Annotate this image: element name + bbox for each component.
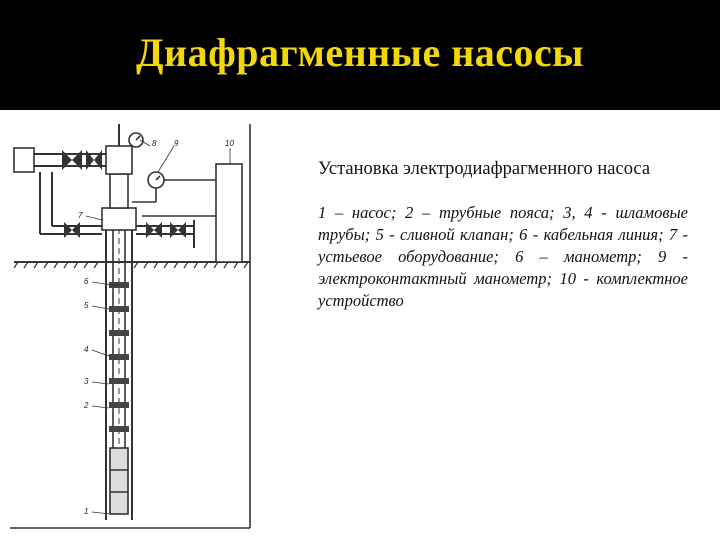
description-text: [318, 156, 688, 312]
figure-legend: 1 – насос; 2 – трубные пояса; 3, 4 - шламовые трубы; 5 - сливной клапан; 6 - кабельная линия; 7 - устьевое оборудование; 6 – манометр; 9 - электроконтактный манометр; 10 - комплектное устройство: [318, 203, 688, 310]
callout-3: 3: [84, 377, 89, 386]
callout-9: 9: [174, 139, 179, 148]
christmas-tree: [106, 146, 132, 174]
drawing-svg: [6, 110, 276, 540]
callout-4: 4: [84, 345, 89, 354]
callout-10: 10: [225, 139, 234, 148]
title-bar: [0, 0, 720, 110]
callout-5: 5: [84, 301, 89, 310]
callout-6: 6: [84, 277, 89, 286]
leader-lines: [86, 140, 230, 514]
pump-installation-drawing: [6, 110, 276, 540]
wellhead-stack: [110, 174, 128, 208]
wellhead-body: [102, 208, 136, 230]
callout-8: 8: [152, 139, 157, 148]
callout-1: 1: [84, 507, 89, 516]
callout-2: 2: [84, 401, 89, 410]
slide-title: Диафрагменные насосы: [136, 29, 584, 75]
content-area: [0, 110, 720, 540]
pump-body: [110, 448, 128, 514]
figure-heading: Установка электродиафрагменного насоса: [318, 159, 651, 179]
control-unit-icon: [216, 164, 242, 262]
callout-7: 7: [78, 211, 83, 220]
flowline-elbow: [14, 148, 34, 172]
